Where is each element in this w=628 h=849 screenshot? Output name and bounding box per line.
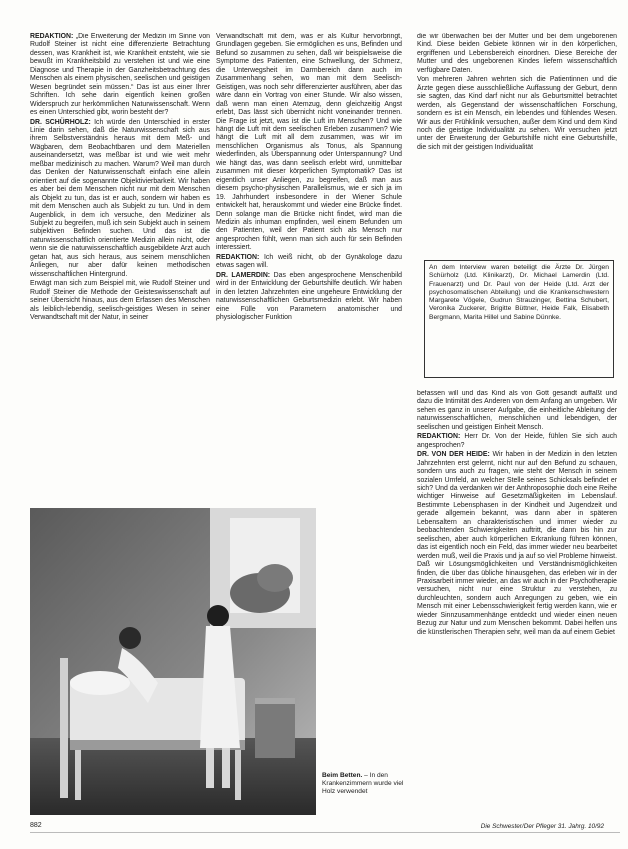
paragraph [417,76,617,152]
paragraph-text: Wir haben in der Medizin in den letzten Jahrzehnten erst gelernt, nicht nur auf den Befund zu schauen, sondern uns auch zu fragen, wie steht der Mensch in seinem sozialen Umfeld, an welcher Stelle seines Schicksals befindet er sich? Und da verdanken wir der Anthroposophie doch eine Reihe wichtiger Hinweise auf Gesetzmäßigkeiten im Lebenslauf. Bestimmte Lebensphasen in der Kindheit und Jugendzeit und gerade allgemein bekannt, was dann aber in späteren Lebensaltern an charakteristischen und immer wieder zu beobachtenden Schwierigkeiten auftritt, die dann bis hin zur seelischen, aber auch körperlichen Erkrankung führen können, das ist eigentlich noch ein Feld, das immer wieder neu bearbeitet werden muß, weil die Praxis und ja auf so viel Probleme hinweist. Daß wir Lösungsmöglichkeiten und Verständnismöglichkeiten finden, die über das übliche hinausgehen, das erleben wir in der Praxisarbeit immer wieder, an das wir auch in der Psychotherapie versuchen, nicht nur eine Struktur zu verstehen, zu durchleuchten, sondern auch Anregungen zu geben, wie ein Mensch mit einer Lebensschwierigkeit fertig werden kann, wie er wieder Sinnzusammenhänge entdeckt und wieder einen neuen Bezug zur Natur und zum Menschen bekommt. Dabei helfen uns die künstlerischen Therapien sehr, weil man da auf einem Gebiet [417,451,617,636]
speaker-label: DR. SCHÜRHOLZ: [30,118,91,126]
article-column-2 [216,33,402,501]
paragraph-text: befassen will und das Kind als von Gott gesandt auffaßt und dazu die Intimität des Anderen von dem Anfang an umgeben. Wir sehen es ganz in unserer Aufgabe, die einheitliche Ableitung der naturwissenschaftlichen, menschlichen und lebendigen, der seelischen und geistigen Einheit Mensch. [417,390,617,431]
speaker-label: DR. LAMERDIN: [216,271,271,279]
caption-title: Beim Betten. [322,772,363,779]
paragraph-text: Ich weiß nicht, ob der Gynäkologe dazu etwas sagen will. [216,253,402,270]
photo-caption [322,772,404,797]
paragraph [417,451,617,637]
paragraph-text: Das eben angesprochene Menschenbild wird in der Entwicklung der Geburtshilfe deutlich. Wir haben in den letzten Jahrzehnten eine ungeheure Entwicklung der naturwissenschaftlichen Geburtsmedizin erlebt. Wir haben eine Fülle von Parametern anatomischer und physiologischer Funktion [216,271,402,321]
paragraph-text: Erwägt man sich zum Beispiel mit, wie Rudolf Steiner und Rudolf Steiner die Methode der Geisteswissenschaft auf seiner Übersicht hinaus, aus dem Erfassen des Menschen als leiblich-lebendig, seelisch-geistiges Wesen in seiner Verwandtschaft mit der Natur, in seiner [30,280,210,321]
hospital-room-photo [30,508,316,815]
participants-box [424,260,614,378]
paragraph-text: „Die Erweiterung der Medizin im Sinne von Rudolf Steiner ist nicht eine differenzierte Betrachtung dessen, was Krankheit ist, wie Krankheit entsteht, wie sie bewußt im Krankheitsbild zu verstehen ist und wie eine Diagnose und Therapie in der Ganzheitsbetrachtung des Menschen als einem physischen, seelischen und geistigen Wesen begründet sein müssen.“ Das ist aus einer Ihrer Schriften. Ich sehe darin eigentlich keinen großen Widerspruch zur herkömmlichen Naturwissenschaft. Wenn es einen Unterschied gibt, worin besteht der? [30,33,210,117]
paragraph-text: Verwandtschaft mit dem, was er als Kultur hervorbringt, Grundlagen gegeben. Sie ermöglichen es uns, Befinden und Befund so zusammen zu sehen, daß wir beispielsweise die Symptome des Patienten, eine Schwellung, der Schmerz, die Unterwegsheit im Darmbereich dann auch im Zusammenhang sehen, wo man mit dem Seelisch-Geistigen, was noch sehr differenzierter ausführen, aber das wäre dann ein Vortrag von einer Stunde. Wir also wissen, daß wenn man einen Atemzug, denn gleichzeitig Angst erlebt, Das lässt sich übernicht nicht voneinander trennen. Die Frage ist jetzt, was ist die Luft im Menschen? Und wie hängt die Luft mit dem seelischen Erleben zusammen? Wie hängt die Luft mit all dem zusammen, was wir im menschlichen Organismus als Tonus, als Spannung wiederfinden, als Überspannung oder Unterspannung? Und wie hängt das, was dann seelisch erlebt wird, unmittelbar zusammen mit dieser körperlichen Symptomatik? Das ist eigentlich unser Anliegen, zu begreifen, daß man aus diesem psycho-physischen Parallelismus, wie er sich ja im 19. Jahrhundert insbesondere in der Wiener Schule entwickelt hat, herauskommt und wieder eine Brücke findet. Denn solange man die Brücke nicht findet, wird man die Medizin als inhuman empfinden, weil einem Befunden um den Patienten, weil der Patient sich als Mensch nur angesprochen fühlt, wenn man sich auch für sein Befinden interessiert. [216,33,402,252]
paragraph [216,33,402,253]
bottom-rule [30,832,620,833]
speaker-label: REDAKTION: [30,33,74,40]
speaker-label: REDAKTION: [417,433,461,441]
paragraph-text: Von mehreren Jahren wehrten sich die Patientinnen und die Ärzte gegen diese ausschließliche Auffassung der Geburt, denn sie sagten, das Kind darf nicht nur als Geburtsmittel betrachtet werden, als Gegenstand der wissenschaftlichen Forschung, sondern es ist ein Mensch, ein lebendes und fühlendes Wesen. Wir aus der Frühklinik versuchen, außer dem Kind und dem Kind noch die geistige Individualität zu sehen. Wir versuchen jetzt unter der Erweiterung der Geburtshilfe nicht eine Geburtshilfe, die sich mit der geistigen Individualität [417,76,617,151]
paragraph [417,390,617,432]
paragraph [30,33,210,118]
paragraph [216,272,402,323]
paragraph [216,254,402,271]
paragraph [30,119,210,280]
page-number: 882 [30,822,42,829]
article-column-3-continued [417,390,617,817]
speaker-label: DR. VON DER HEIDE: [417,451,490,459]
participants-text: An dem Interview waren beteiligt die Ärzte Dr. Jürgen Schürholz (Ltd. Klinikarzt), Dr. Michael Lamerdin (Ltd. Frauenarzt) und Dr. Paul von der Heide (Ltd. Arzt der psychosomatischen Abteilung) und die Krankenschwestern Margarete Vögele, Gudrun Strauzinger, Bettina Schubert, Veronika Zuckerer, Brigitte Büttner, Heide Falk, Elisabeth Bergmann, Marita Hillel und Sabine Dünnke. [429,264,609,321]
paragraph-text: die wir überwachen bei der Mutter und bei dem ungeborenen Kind. Diese beiden Gebiete können wir in den körperlichen, ergriffenen und Lebensbereich einordnen. Diese Bereiche der Mutter und des ungeborenen Kindes liefern wissenschaftlich verfügbare Daten. [417,33,617,74]
paragraph-text: Herr Dr. Von der Heide, fühlen Sie sich auch angesprochen? [417,433,617,449]
article-column-3 [417,33,617,251]
paragraph [30,280,210,322]
paragraph [417,433,617,450]
article-column-1 [30,33,210,503]
photo-illustration [30,508,316,815]
caption-text: – In den Krankenzimmern wurde viel Holz verwendet [322,772,404,796]
journal-footer: Die Schwester/Der Pfleger 31. Jahrg. 10/92 [480,823,604,830]
speaker-label: REDAKTION: [216,253,260,261]
paragraph-text: Ich würde den Unterschied in erster Linie darin sehen, daß die Naturwissenschaft sich aus ihrem Selbstverständnis heraus mit dem Meß- und Wägbaren, dem Beobachtbaren und dem Materiellen auseinandersetzt, was meßbar ist und wie weit mehr meßbar medizinisch zu machen. Warum? Weil man durch das Denken der Naturwissenschaft einfach eine allein orientiert auf die sogenannte Objektivierbarkeit. Wir haben es aber bei dem Menschen nicht nur mit dem Menschen als Objekt zu tun, das ist er auch, sondern wir haben es mit dem Menschen auch als Subjekt zu tun. Und in dem Augenblick, in dem ich versuche, den Mediziner als Subjekt zu begreifen, muß ich sein Subjekt auch in seinem subjektiven Befinden suchen. Und das ist die naturwissenschaftlich orientierte Medizin allein nicht, oder wenn sie die naturwissenschaftlich ausgebildete Arzt auch getan hat, aus sich heraus, aus seinem menschlichen Anliegen, nur aber dafür keinen methodischen wissenschaftlichen Hintergrund. [30,118,210,278]
paragraph [417,33,617,75]
